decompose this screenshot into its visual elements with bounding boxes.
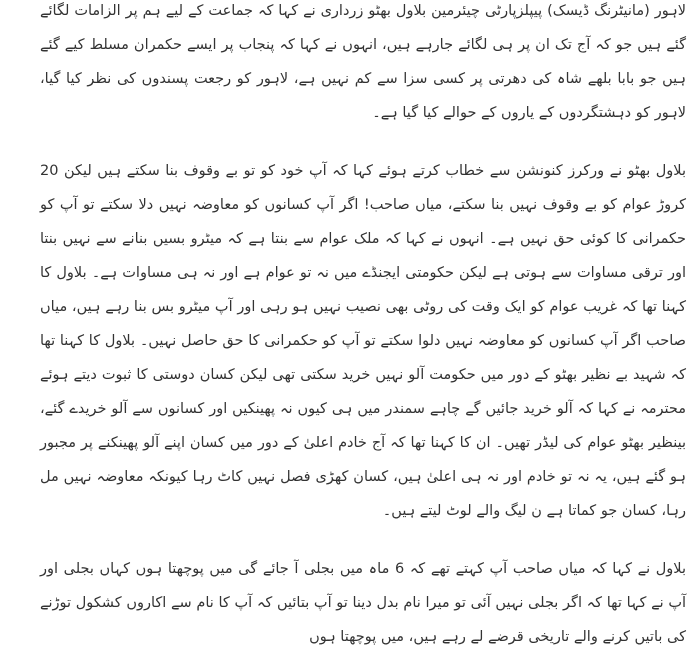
- article-paragraph: لاہور (مانیٹرنگ ڈیسک) پیپلزپارٹی چیئرمین بلاول بھٹو زرداری نے کہا کہ جماعت کے لیے ہم پر الزامات لگائے گئے ہیں جو کہ آج تک ان پر ہی لگائے جارہے ہیں، انہوں نے کہا کہ پنجاب پر ایسے حکمران مسلط کیے گئے ہیں جو بابا بلھے شاہ کی دھرتی پر کسی سزا سے کم نہیں ہے، لاہور کو رجعت پسندوں کی نظر کیا گیا، لاہور کو دہشتگردوں کے یاروں کے حوالے کیا گیا ہے۔: [40, 3, 686, 121]
- article-paragraph: بلاول بھٹو نے ورکرز کنونشن سے خطاب کرتے ہوئے کہا کہ آپ خود کو تو بے وقوف بنا سکتے ہیں لیکن 20 کروڑ عوام کو بے وقوف نہیں بنا سکتے، میاں صاحب! اگر آپ کسانوں کو معاوضہ نہیں دلا سکتے تو آپ کو حکمرانی کا کوئی حق نہیں ہے۔ انہوں نے کہا کہ ملک عوام سے بنتا ہے کہ میٹرو بسیں بنانے سے نہیں بنتا اور ترقی مساوات سے ہوتی ہے لیکن حکومتی ایجنڈے میں نہ تو عوام ہے اور نہ ہی مساوات ہے۔ بلاول کا کہنا تھا کہ غریب عوام کو ایک وقت کی روٹی بھی نصیب نہیں ہو رہی اور آپ میٹرو بس بنا رہے ہیں، میاں صاحب اگر آپ کسانوں کو معاوضہ نہیں دلوا سکتے تو آپ کو حکمرانی کا حق حاصل نہیں۔ بلاول کا کہنا تھا کہ شہید بے نظیر بھٹو کے دور میں حکومت آلو نہیں خرید سکتی تھی لیکن کسان دوستی کا ثبوت دیتے ہوئے محترمہ نے کہا کہ آلو خرید جائیں گے چاہے سمندر میں ہی کیوں نہ پھینکیں اور کسانوں سے آلو خریدے گئے، بینظیر بھٹو عوام کی لیڈر تھیں۔ ان کا کہنا تھا کہ آج خادم اعلیٰ کے دور میں کسان اپنے آلو پھینکنے پر مجبور ہو گئے ہیں، یہ نہ تو خادم اور نہ ہی اعلیٰ ہیں، کسان کھڑی فصل نہیں کاٹ رہا کیونکہ معاوضہ نہیں مل رہا، کسان جو کماتا ہے ن لیگ والے لوٹ لیتے ہیں۔: [40, 163, 686, 519]
- article-paragraph: بلاول نے کہا کہ میاں صاحب آپ کہتے تھے کہ 6 ماہ میں بجلی آ جائے گی میں پوچھتا ہوں کہاں بجلی اور آپ نے کہا تھا کہ اگر بجلی نہیں آئی تو میرا نام بدل دینا تو آپ بتائیں کہ آپ کا نام سے اکاروں کشکول توڑنے کی باتیں کرنے والے تاریخی قرضے لے رہے ہیں، میں پوچھتا ہوں: [40, 561, 686, 645]
- article-body: [40, 0, 686, 654]
